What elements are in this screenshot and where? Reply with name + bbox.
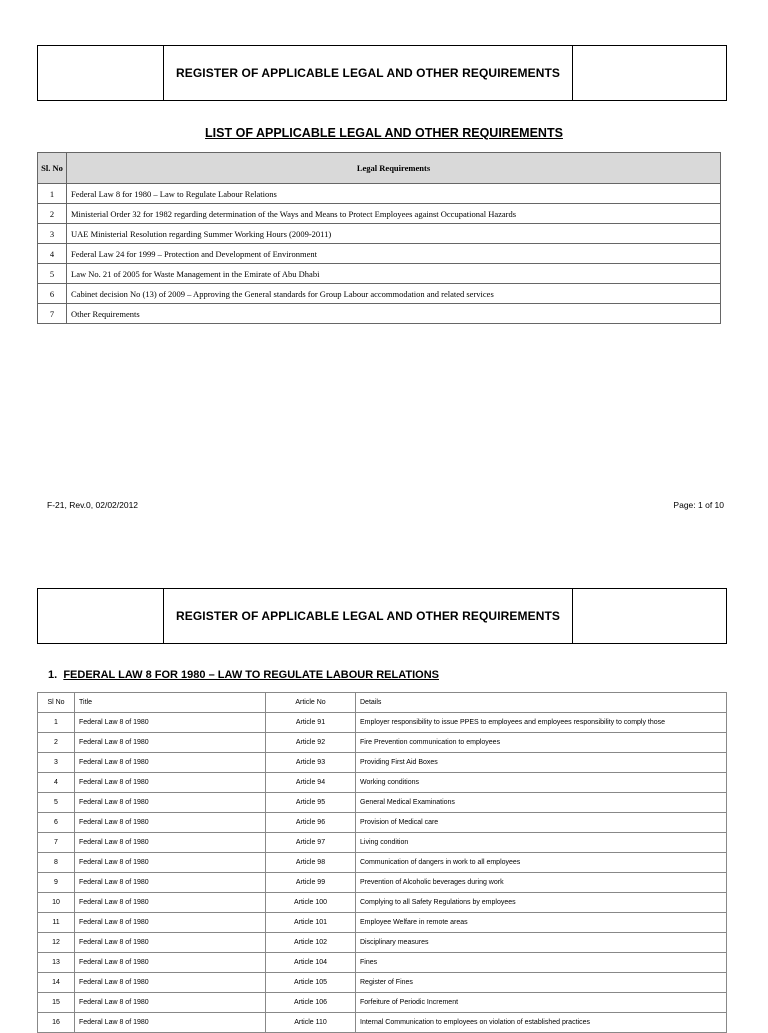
article-details: Fines (356, 953, 727, 973)
table-row (38, 833, 727, 853)
section-heading: FEDERAL LAW 8 FOR 1980 – LAW TO REGULATE LABOUR RELATIONS (63, 669, 439, 681)
row-number: 3 (38, 753, 75, 773)
table-row (38, 873, 727, 893)
table-row (38, 733, 727, 753)
article-details: Living condition (356, 833, 727, 853)
col-header-sl-no: Sl No (38, 693, 75, 713)
legal-requirement-text: Federal Law 8 for 1980 – Law to Regulate Labour Relations (67, 184, 721, 204)
law-title: Federal Law 8 of 1980 (75, 813, 266, 833)
table-row (38, 1013, 727, 1033)
legal-requirement-text: Cabinet decision No (13) of 2009 – Approving the General standards for Group Labour accommodation and related services (67, 284, 721, 304)
legal-requirement-text: Other Requirements (67, 304, 721, 324)
table-row (38, 284, 721, 304)
header-title: REGISTER OF APPLICABLE LEGAL AND OTHER REQUIREMENTS (175, 609, 560, 623)
row-number: 10 (38, 893, 75, 913)
table-row (38, 773, 727, 793)
row-number: 9 (38, 873, 75, 893)
article-details: Communication of dangers in work to all employees (356, 853, 727, 873)
table-row (38, 204, 721, 224)
row-number: 5 (38, 264, 67, 284)
table-row (38, 853, 727, 873)
row-number: 3 (38, 224, 67, 244)
row-number: 4 (38, 773, 75, 793)
article-number: Article 92 (266, 733, 356, 753)
form-reference: F-21, Rev.0, 02/02/2012 (47, 500, 139, 510)
row-number: 14 (38, 973, 75, 993)
page1-header-box (37, 45, 727, 101)
law-title: Federal Law 8 of 1980 (75, 833, 266, 853)
header-logo-cell (38, 589, 164, 643)
article-details: Forfeiture of Periodic Increment (356, 993, 727, 1013)
article-number: Article 104 (266, 953, 356, 973)
table-row (38, 793, 727, 813)
table-row (38, 893, 727, 913)
table-row (38, 913, 727, 933)
table-row (38, 753, 727, 773)
header-logo-cell (38, 46, 164, 100)
article-details: Employer responsibility to issue PPES to employees and employees responsibility to comply those (356, 713, 727, 733)
article-number: Article 98 (266, 853, 356, 873)
article-details: Fire Prevention communication to employees (356, 733, 727, 753)
section-title (48, 669, 439, 681)
law-title: Federal Law 8 of 1980 (75, 933, 266, 953)
article-number: Article 99 (266, 873, 356, 893)
law-title: Federal Law 8 of 1980 (75, 953, 266, 973)
row-number: 7 (38, 304, 67, 324)
col-header-sl-no: Sl. No (38, 153, 67, 184)
table-body (38, 184, 721, 324)
table-row (38, 304, 721, 324)
row-number: 7 (38, 833, 75, 853)
article-number: Article 96 (266, 813, 356, 833)
table-row (38, 993, 727, 1013)
labour-law-articles-table (37, 692, 727, 1033)
table-row (38, 933, 727, 953)
article-details: Employee Welfare in remote areas (356, 913, 727, 933)
law-title: Federal Law 8 of 1980 (75, 753, 266, 773)
article-number: Article 94 (266, 773, 356, 793)
table-row (38, 953, 727, 973)
article-details: Disciplinary measures (356, 933, 727, 953)
legal-requirement-text: Law No. 21 of 2005 for Waste Management in the Emirate of Abu Dhabi (67, 264, 721, 284)
col-header-legal-requirements: Legal Requirements (67, 153, 721, 184)
law-title: Federal Law 8 of 1980 (75, 913, 266, 933)
row-number: 12 (38, 933, 75, 953)
table-row (38, 713, 727, 733)
article-number: Article 95 (266, 793, 356, 813)
article-details: Complying to all Safety Regulations by employees (356, 893, 727, 913)
section-number: 1. (48, 669, 58, 681)
article-details: Internal Communication to employees on violation of established practices (356, 1013, 727, 1033)
table-row (38, 973, 727, 993)
legal-requirement-text: Federal Law 24 for 1999 – Protection and Development of Environment (67, 244, 721, 264)
row-number: 15 (38, 993, 75, 1013)
row-number: 1 (38, 184, 67, 204)
article-details: Providing First Aid Boxes (356, 753, 727, 773)
row-number: 6 (38, 813, 75, 833)
article-number: Article 101 (266, 913, 356, 933)
row-number: 2 (38, 204, 67, 224)
table-row (38, 264, 721, 284)
row-number: 2 (38, 733, 75, 753)
law-title: Federal Law 8 of 1980 (75, 733, 266, 753)
article-number: Article 110 (266, 1013, 356, 1033)
header-title: REGISTER OF APPLICABLE LEGAL AND OTHER REQUIREMENTS (175, 66, 560, 80)
law-title: Federal Law 8 of 1980 (75, 873, 266, 893)
law-title: Federal Law 8 of 1980 (75, 793, 266, 813)
header-right-cell (572, 46, 726, 100)
row-number: 8 (38, 853, 75, 873)
article-details: Prevention of Alcoholic beverages during work (356, 873, 727, 893)
table-row (38, 184, 721, 204)
legal-requirement-text: UAE Ministerial Resolution regarding Summer Working Hours (2009-2011) (67, 224, 721, 244)
law-title: Federal Law 8 of 1980 (75, 773, 266, 793)
article-number: Article 105 (266, 973, 356, 993)
law-title: Federal Law 8 of 1980 (75, 993, 266, 1013)
row-number: 6 (38, 284, 67, 304)
article-number: Article 102 (266, 933, 356, 953)
legal-requirement-text: Ministerial Order 32 for 1982 regarding determination of the Ways and Means to Protect Employees against Occupational Hazards (67, 204, 721, 224)
article-details: Working conditions (356, 773, 727, 793)
law-title: Federal Law 8 of 1980 (75, 713, 266, 733)
list-title: LIST OF APPLICABLE LEGAL AND OTHER REQUIREMENTS (205, 126, 563, 140)
col-header-details: Details (356, 693, 727, 713)
row-number: 16 (38, 1013, 75, 1033)
row-number: 13 (38, 953, 75, 973)
header-right-cell (572, 589, 726, 643)
page-number: Page: 1 of 10 (673, 500, 724, 510)
article-number: Article 97 (266, 833, 356, 853)
col-header-article-no: Article No (266, 693, 356, 713)
row-number: 11 (38, 913, 75, 933)
article-number: Article 91 (266, 713, 356, 733)
article-details: General Medical Examinations (356, 793, 727, 813)
law-title: Federal Law 8 of 1980 (75, 973, 266, 993)
article-number: Article 100 (266, 893, 356, 913)
table-header-row (38, 153, 721, 184)
article-details: Register of Fines (356, 973, 727, 993)
table-header-row (38, 693, 727, 713)
article-details: Provision of Medical care (356, 813, 727, 833)
table-row (38, 224, 721, 244)
table-row (38, 813, 727, 833)
article-number: Article 106 (266, 993, 356, 1013)
row-number: 4 (38, 244, 67, 264)
page2-header-box (37, 588, 727, 644)
table-body (38, 713, 727, 1033)
law-title: Federal Law 8 of 1980 (75, 1013, 266, 1033)
article-number: Article 93 (266, 753, 356, 773)
table-row (38, 244, 721, 264)
law-title: Federal Law 8 of 1980 (75, 853, 266, 873)
row-number: 5 (38, 793, 75, 813)
legal-requirements-table (37, 152, 721, 324)
col-header-title: Title (75, 693, 266, 713)
law-title: Federal Law 8 of 1980 (75, 893, 266, 913)
row-number: 1 (38, 713, 75, 733)
